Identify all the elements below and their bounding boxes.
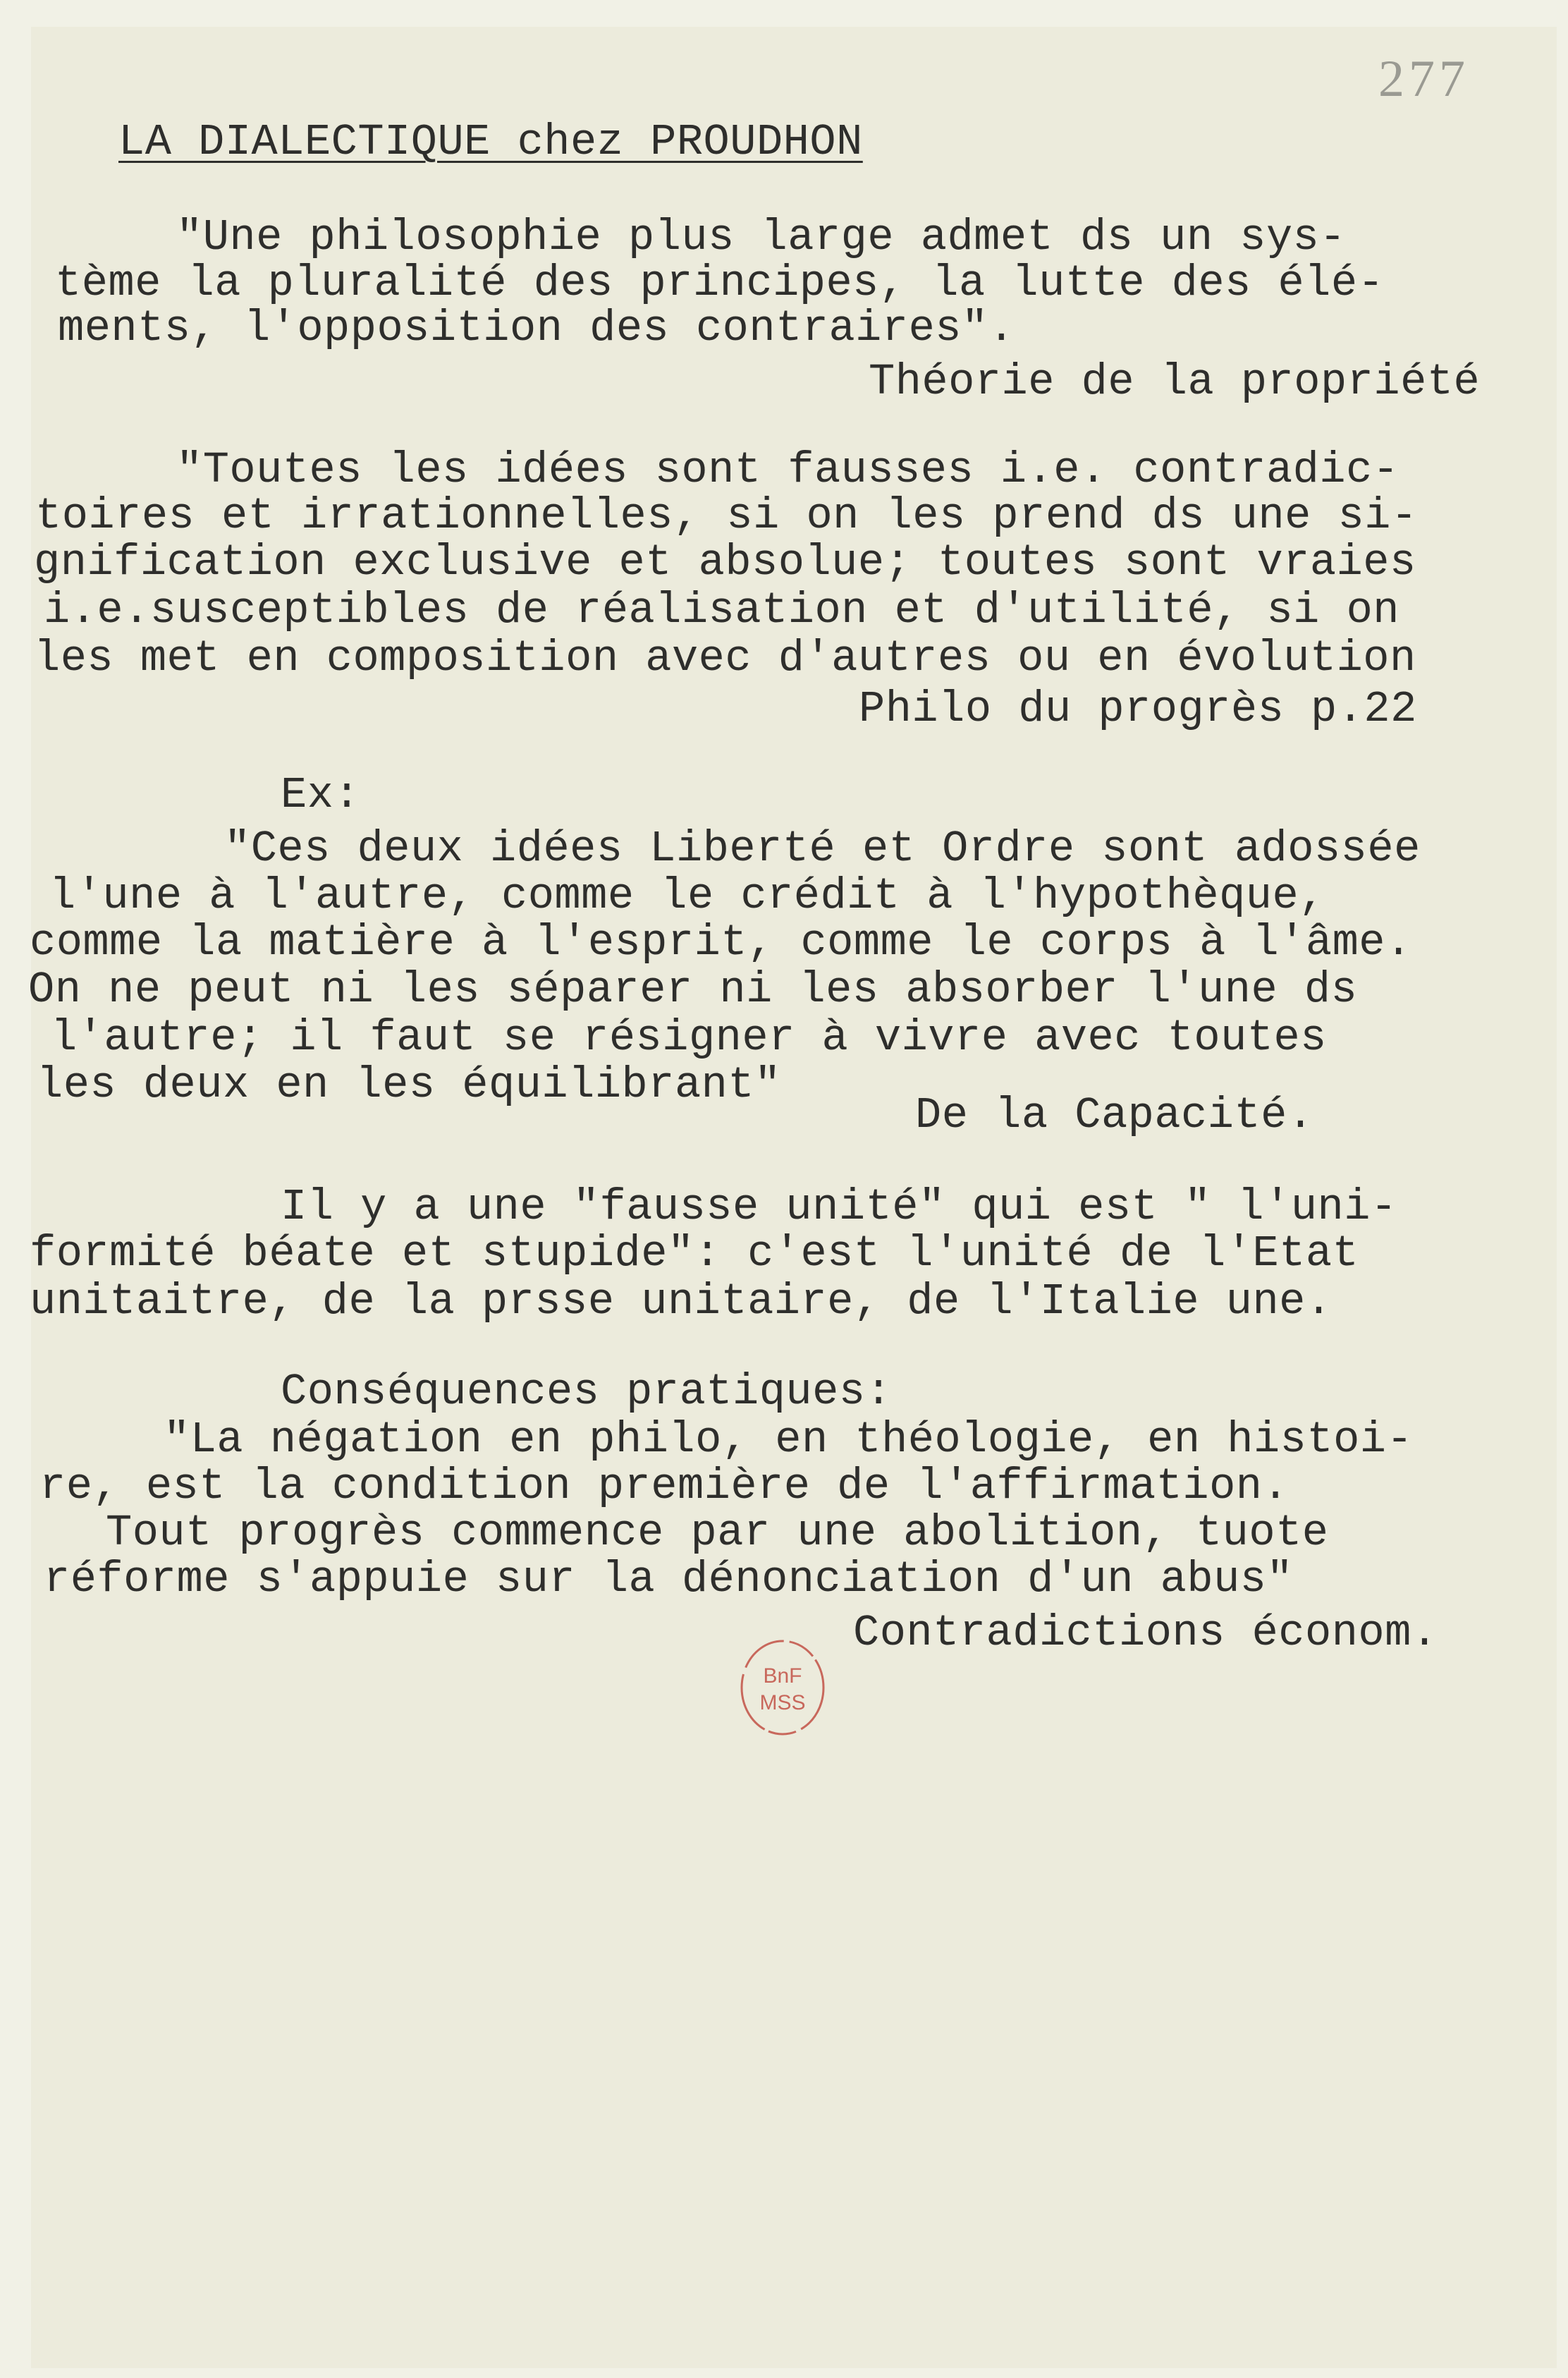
stamp-text-bottom: MSS [759, 1691, 806, 1714]
quote-line: les deux en les équilibrant" [37, 1060, 781, 1110]
citation: Philo du progrès p.22 [859, 684, 1417, 734]
quote-line: ments, l'opposition des contraires". [58, 303, 1015, 353]
citation: De la Capacité. [915, 1090, 1314, 1140]
quote-line: gnification exclusive et absolue; toutes sont vraies [34, 537, 1416, 587]
quote-line: "La négation en philo, en théologie, en histoi- [164, 1415, 1414, 1465]
quote-line: l'une à l'autre, comme le crédit à l'hypothèque, [49, 871, 1325, 921]
quote-line: les met en composition avec d'autres ou en évolution [34, 633, 1416, 683]
body-line: unitaitre, de la prsse unitaire, de l'Italie une. [30, 1276, 1333, 1327]
page-number: 277 [1378, 50, 1469, 108]
citation: Contradictions économ. [853, 1608, 1438, 1658]
bnf-mss-stamp [733, 1635, 832, 1740]
body-line: Il y a une "fausse unité" qui est " l'uni- [281, 1182, 1397, 1232]
quote-line: l'autre; il faut se résigner à vivre avec toutes [51, 1013, 1327, 1063]
quote-line: i.e.susceptibles de réalisation et d'utilité, si on [44, 585, 1400, 635]
quote-line: comme la matière à l'esprit, comme le corps à l'âme. [30, 917, 1412, 968]
quote-line: "Une philosophie plus large admet ds un sys- [176, 212, 1347, 262]
citation: Théorie de la propriété [869, 357, 1481, 407]
quote-line: réforme s'appuie sur la dénonciation d'un abus" [44, 1554, 1294, 1604]
quote-line: "Toutes les idées sont fausses i.e. contradic- [176, 445, 1399, 495]
example-label: Ex: [281, 770, 361, 820]
stamp-text-top: BnF [763, 1664, 802, 1688]
quote-line: "Ces deux idées Liberté et Ordre sont adossée [224, 824, 1421, 874]
quote-line: Tout progrès commence par une abolition, tuote [106, 1508, 1329, 1558]
document-title: LA DIALECTIQUE chez PROUDHON [118, 117, 863, 167]
quote-line: On ne peut ni les séparer ni les absorber l'une ds [28, 965, 1358, 1015]
body-line: Conséquences pratiques: [281, 1367, 893, 1417]
quote-line: re, est la condition première de l'affirmation. [39, 1461, 1290, 1511]
stamp-ring [742, 1641, 823, 1734]
quote-line: toires et irrationnelles, si on les prend ds une si- [35, 491, 1418, 541]
quote-line: tème la pluralité des principes, la lutte des élé- [55, 258, 1385, 308]
body-line: formité béate et stupide": c'est l'unité de l'Etat [30, 1228, 1359, 1279]
